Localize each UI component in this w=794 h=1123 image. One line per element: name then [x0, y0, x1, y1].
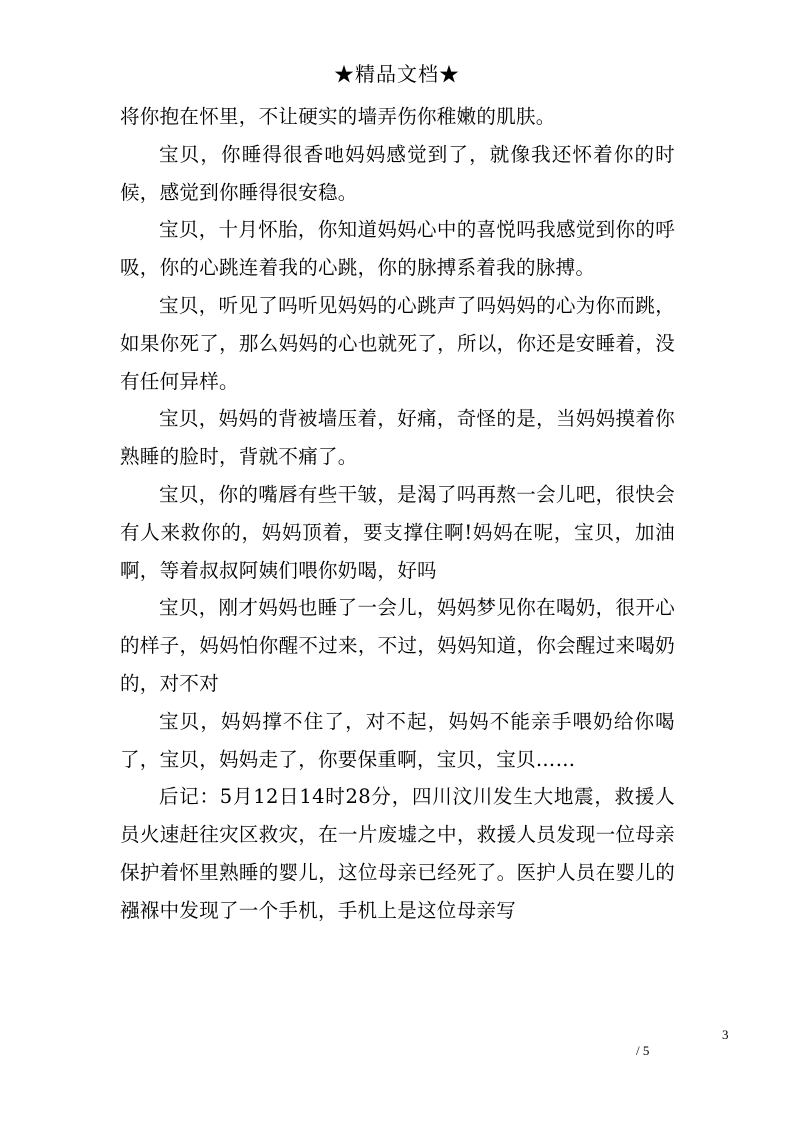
- paragraph: 宝贝，刚才妈妈也睡了一会儿，妈妈梦见你在喝奶，很开心的样子，妈妈怕你醒不过来，不过，妈妈知道，你会醒过来喝奶的，对不对: [120, 596, 675, 695]
- paragraph: 宝贝，妈妈撑不住了，对不起，妈妈不能亲手喂奶给你喝了，宝贝，妈妈走了，你要保重啊，宝贝，宝贝……: [120, 709, 675, 771]
- paragraph: 宝贝，十月怀胎，你知道妈妈心中的喜悦吗我感觉到你的呼吸，你的心跳连着我的心跳，你的脉搏系着我的脉搏。: [120, 218, 675, 280]
- paragraph: 宝贝，你睡得很香吔妈妈感觉到了，就像我还怀着你的时候，感觉到你睡得很安稳。: [120, 142, 675, 204]
- paragraph: 宝贝，你的嘴唇有些干皱，是渴了吗再熬一会儿吧，很快会有人来救你的，妈妈顶着，要支撑住啊!妈妈在呢，宝贝，加油啊，等着叔叔阿姨们喂你奶喝，好吗: [120, 482, 675, 582]
- paragraph: 宝贝，妈妈的背被墙压着，好痛，奇怪的是，当妈妈摸着你熟睡的脸时，背就不痛了。: [120, 407, 675, 469]
- paragraph-postscript: 后记：5月12日14时28分，四川汶川发生大地震，救援人员火速赶往灾区救灾，在一片废墟之中，救援人员发现一位母亲保护着怀里熟睡的婴儿，这位母亲已经死了。医护人员在婴儿的襁褓中发现了一个手机，手机上是这位母亲写: [120, 785, 675, 922]
- page-number: 3: [722, 1027, 729, 1042]
- paragraph-continuation: 将你抱在怀里，不让硬实的墙弄伤你稚嫩的肌肤。: [120, 105, 556, 128]
- page-total: / 5: [636, 1043, 650, 1058]
- document-body: [120, 98, 675, 930]
- document-header-title: ★精品文档★: [334, 62, 460, 86]
- paragraph: 宝贝，听见了吗听见妈妈的心跳声了吗妈妈的心为你而跳，如果你死了，那么妈妈的心也就死了，所以，你还是安睡着，没有任何异样。: [120, 293, 675, 393]
